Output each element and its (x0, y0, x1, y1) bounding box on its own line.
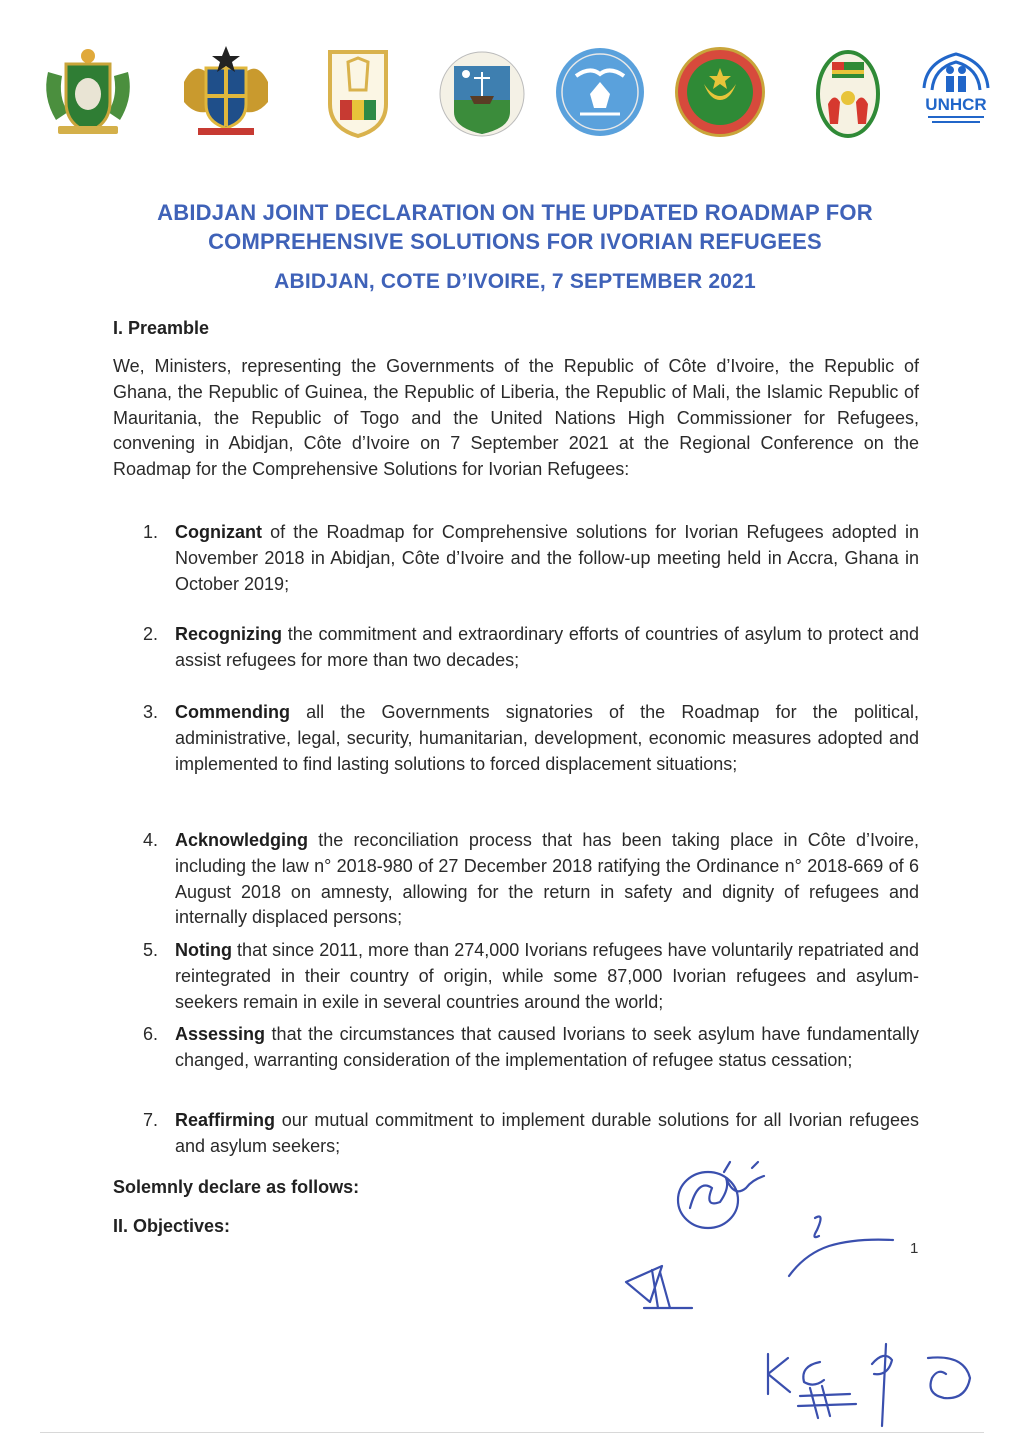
solemnly-declare-heading: Solemnly declare as follows: (113, 1177, 360, 1197)
place-and-date: ABIDJAN, COTE D’IVOIRE, 7 SEPTEMBER 2021 (274, 270, 756, 293)
mali-emblem-icon (550, 42, 650, 142)
clause-number: 5. (143, 940, 159, 960)
clause-item (143, 938, 919, 1015)
declaration-title (100, 198, 930, 256)
clause-keyword: Reaffirming (175, 1110, 276, 1130)
clause-text: our mutual commitment to implement durable solutions for all Ivorian refugees and asylum seekers; (175, 1110, 919, 1156)
liberia-seal-icon (432, 42, 532, 142)
clause-text: that since 2011, more than 274,000 Ivorians refugees have voluntarily repatriated and reintegrated in their country of origin, while some 87,000 Ivorian refugees and asylum-seekers remain in exile in several countries around the world; (175, 940, 919, 1012)
clause-number: 1. (143, 522, 159, 542)
unhcr-logo-text: UNHCR (925, 95, 987, 114)
page-number: 1 (910, 1240, 919, 1257)
clause-text: that the circumstances that caused Ivorians to seek asylum have fundamentally changed, warranting consideration of the implementation of refugee status cessation; (175, 1024, 919, 1070)
mauritania-seal-icon (670, 42, 770, 142)
togo-coat-of-arms-icon (798, 42, 898, 142)
clause-text: the reconciliation process that has been taking place in Côte d’Ivoire, including the law n° 2018-980 of 27 December 2018 ratifying the Ordinance n° 2018-669 of 6 August 2018 on amnesty, allowing for the return in safety and dignity of refugees and internally displaced persons; (175, 830, 919, 928)
signature-initials-2 (785, 1210, 900, 1285)
page-bottom-edge (40, 1432, 984, 1433)
clause-item (143, 622, 919, 674)
clause-item (143, 1108, 919, 1160)
clause-keyword: Commending (175, 702, 290, 722)
preamble-heading: I. Preamble (113, 318, 210, 338)
clause-item (143, 1022, 919, 1074)
title-line-1: ABIDJAN JOINT DECLARATION ON THE UPDATED ROADMAP FOR (157, 200, 873, 225)
clause-item (143, 520, 919, 597)
clause-item (143, 828, 919, 931)
clause-number: 3. (143, 702, 159, 722)
clause-keyword: Cognizant (175, 522, 262, 542)
clause-text: of the Roadmap for Comprehensive solutions for Ivorian Refugees adopted in November 2018 in Abidjan, Côte d’Ivoire and the follow-up meeting held in Accra, Ghana in October 2019; (175, 522, 919, 594)
objectives-heading: II. Objectives: (113, 1216, 231, 1236)
signature-initials-3 (622, 1252, 702, 1317)
clause-item (143, 700, 919, 777)
signature-initials-5 (864, 1340, 904, 1430)
clause-number: 4. (143, 830, 159, 850)
clause-number: 6. (143, 1024, 159, 1044)
clause-keyword: Acknowledging (175, 830, 309, 850)
clause-keyword: Noting (175, 940, 232, 960)
clause-number: 7. (143, 1110, 159, 1130)
signature-initials-6 (916, 1350, 978, 1405)
ghana-coat-of-arms-icon (176, 42, 276, 142)
title-line-2: COMPREHENSIVE SOLUTIONS FOR IVORIAN REFUGEES (208, 229, 822, 254)
clause-text: the commitment and extraordinary efforts of countries of asylum to protect and assist refugees for more than two decades; (175, 624, 919, 670)
clause-keyword: Recognizing (175, 624, 282, 644)
logo-strip (38, 42, 988, 142)
preamble-paragraph: We, Ministers, representing the Governments of the Republic of Côte d’Ivoire, the Republic of Ghana, the Republic of Guinea, the Republic of Liberia, the Republic of Mali, the Islamic Republic of Mauritania, the Republic of Togo and the United Nations High Commissioner for Refugees, convening in Abidjan, Côte d’Ivoire on 7 September 2021 at the Regional Conference on the Roadmap for the Comprehensive Solutions for Ivorian Refugees: (113, 356, 919, 480)
clause-number: 2. (143, 624, 159, 644)
signature-initials-1 (668, 1158, 778, 1238)
cote-divoire-coat-of-arms-icon (38, 42, 138, 142)
unhcr-logo-icon (906, 42, 1006, 142)
guinea-coat-of-arms-icon (308, 42, 408, 142)
clause-text: all the Governments signatories of the Roadmap for the political, administrative, legal, security, humanitarian, development, economic measures adopted and implemented to find lasting solutions to forced displacement situations; (175, 702, 919, 774)
signature-initials-4 (760, 1344, 870, 1426)
clause-keyword: Assessing (175, 1024, 266, 1044)
